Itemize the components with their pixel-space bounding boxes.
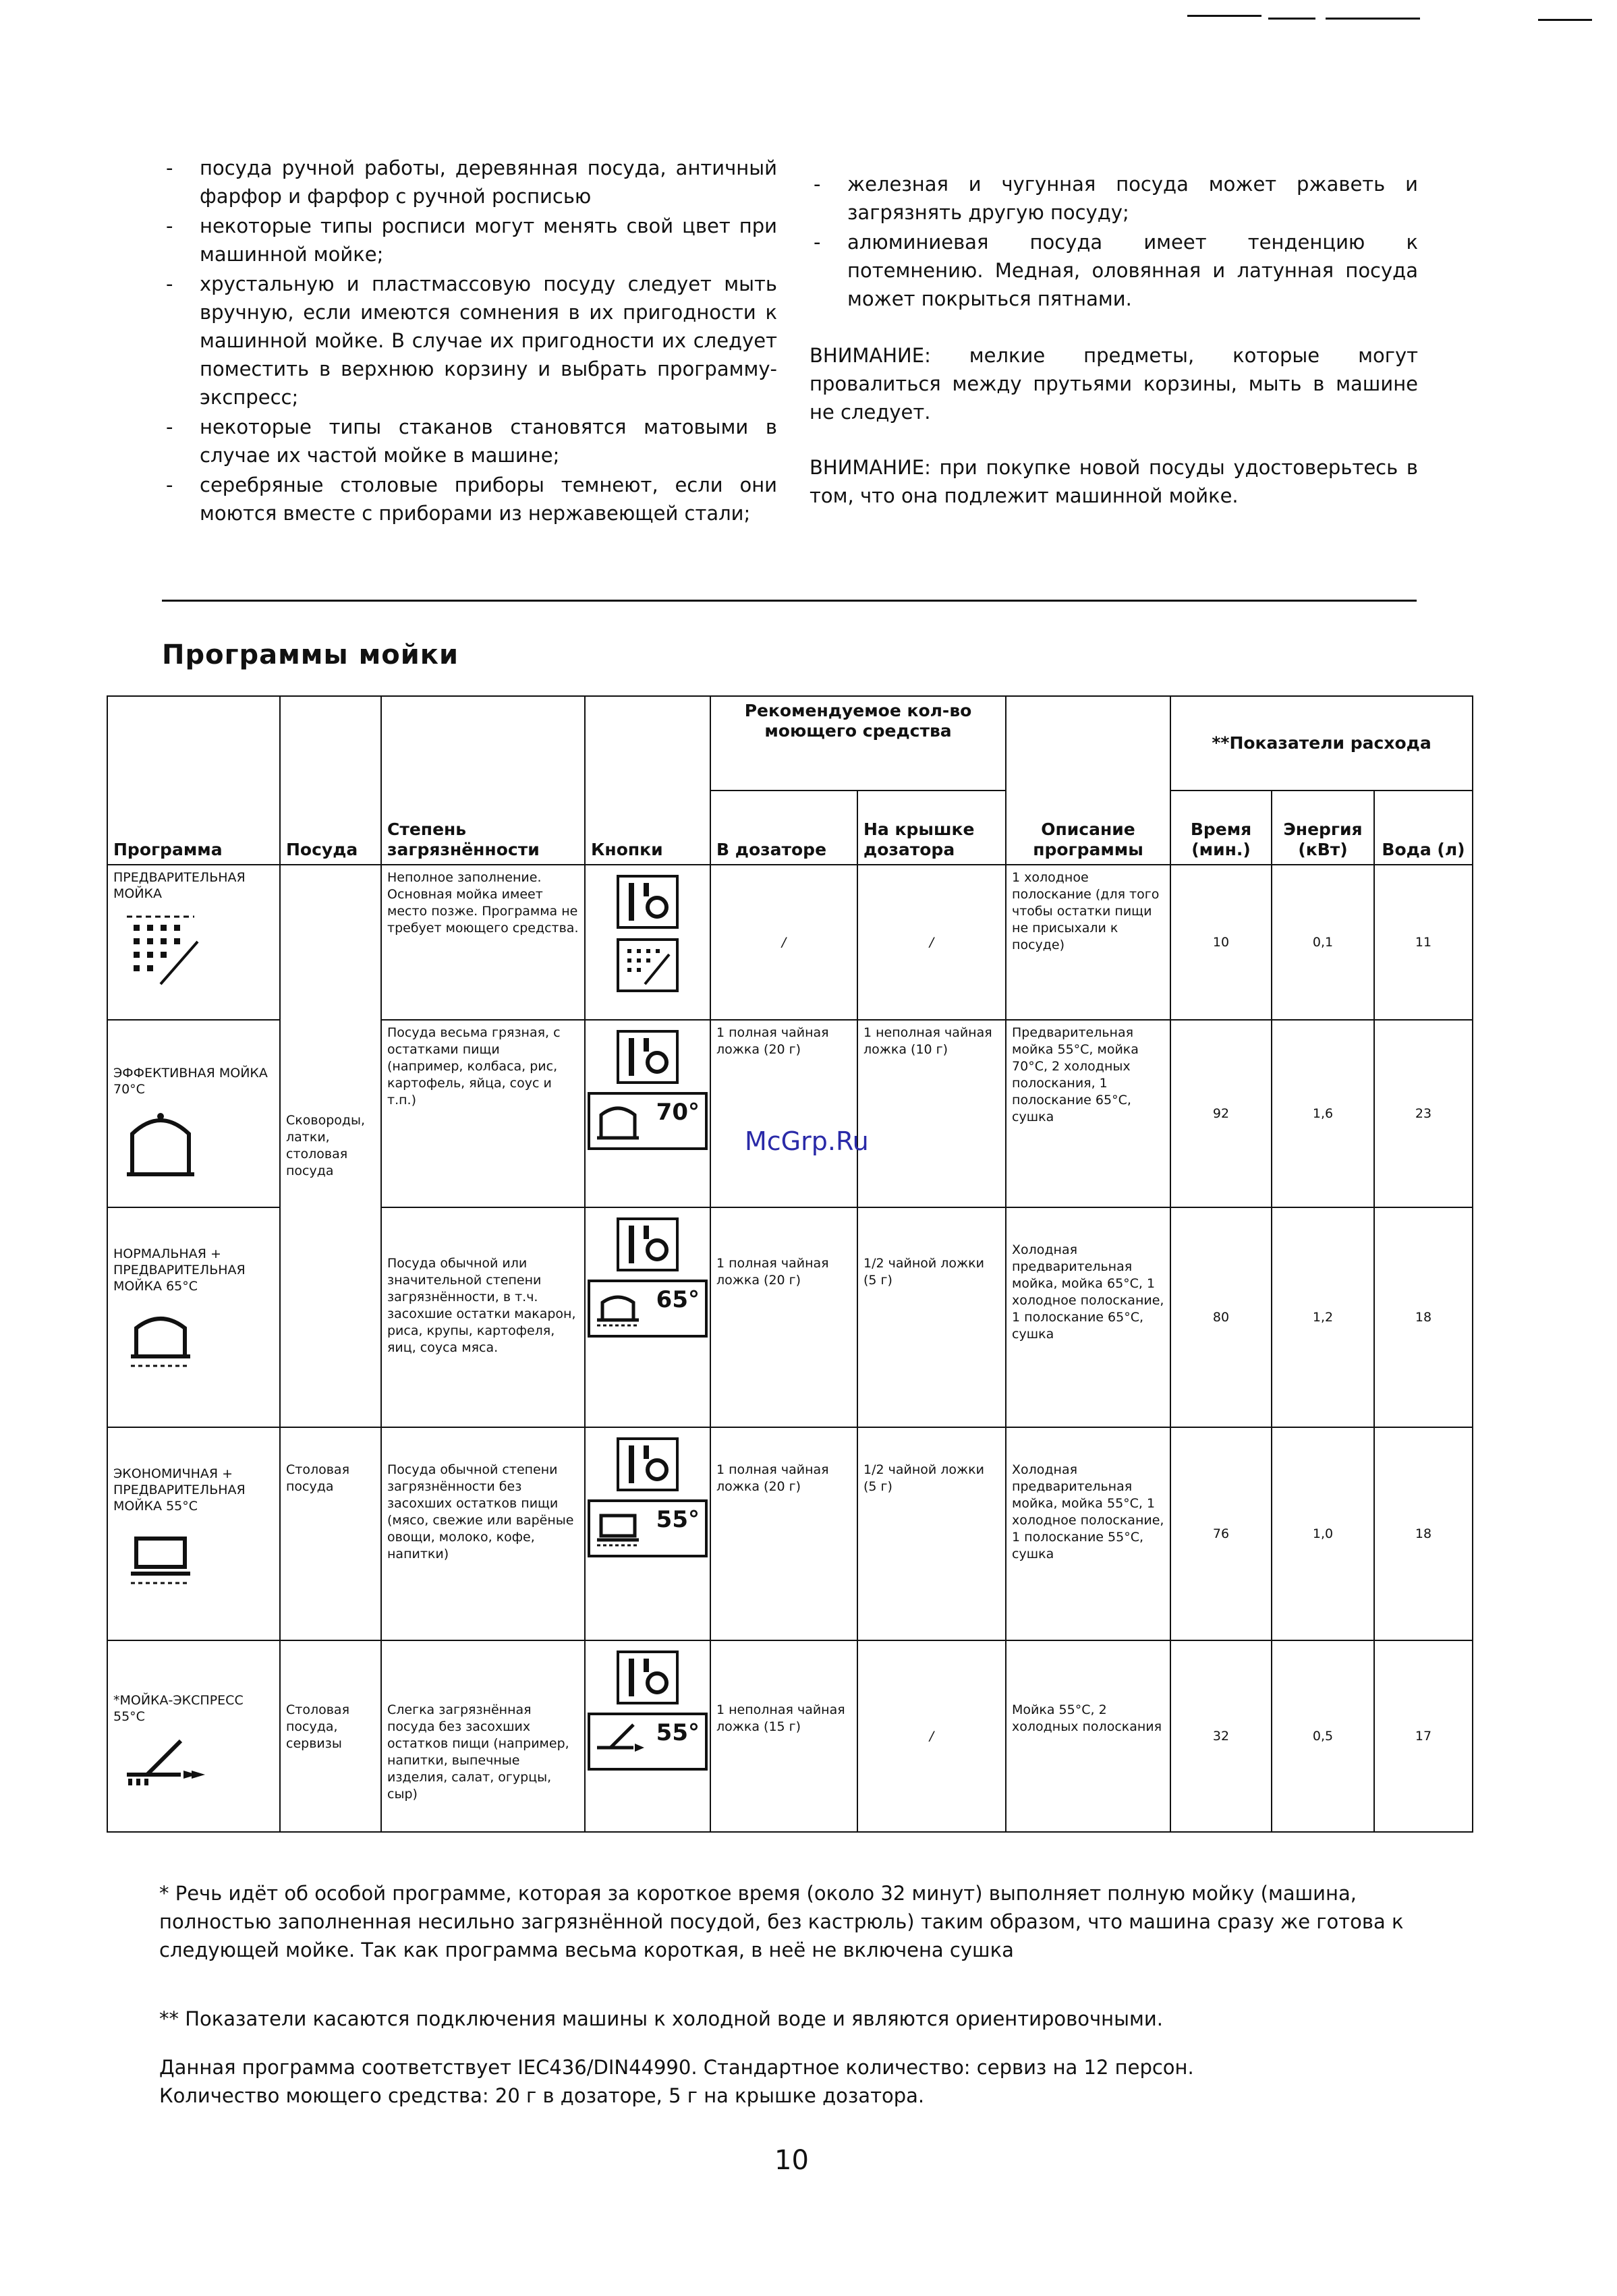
time-value: 76 xyxy=(1170,1427,1272,1640)
water-value: 11 xyxy=(1374,865,1473,1020)
description-cell: 1 холодное полоскание (для того чтобы остатки пищи не присыхали к посуде) xyxy=(1006,865,1170,1020)
temperature-label: 55° xyxy=(656,1719,700,1746)
buttons-cell xyxy=(591,1025,704,1150)
col-in-dispenser: В дозаторе xyxy=(710,791,857,865)
col-detergent-group: Рекомендуемое кол-во моющего средства xyxy=(710,696,1006,791)
lid-cell: 1/2 чайной ложки (5 г) xyxy=(857,1207,1006,1427)
list-item: - некоторые типы стаканов становятся матовыми в случае их частой мойке в машине; xyxy=(162,413,777,469)
watermark: McGrp.Ru xyxy=(745,1126,869,1156)
normal-wash-symbol-icon xyxy=(113,1304,208,1371)
dishes-cell: Столовая посуда xyxy=(280,1427,381,1640)
temperature-label: 65° xyxy=(656,1286,700,1313)
time-value: 32 xyxy=(1170,1640,1272,1832)
table-row xyxy=(107,1640,1473,1832)
standard-detergent: Количество моющего средства: 20 г в дозаторе, 5 г на крышке дозатора. xyxy=(159,2084,925,2107)
buttons-cell xyxy=(591,869,704,994)
economy-wash-symbol-icon xyxy=(113,1524,208,1591)
footnote-express: * Речь идёт об особой программе, которая за короткое время (около 32 минут) выполняет полную мойку (машина, полностью заполненная несильно загрязнённой посудой, без кастрюль) таким образом, что машина сразу же готова к следующей мойке. Так как программа весьма короткая, в неё не включена сушка xyxy=(159,1882,1404,1961)
right-bullet-list xyxy=(810,170,1418,313)
prewash-button-icon xyxy=(615,937,680,994)
time-value: 80 xyxy=(1170,1207,1272,1427)
soil-cell: Посуда обычной степени загрязнённости без засохших остатков пищи (мясо, свежие или варёные овощи, молоко, кофе, напитки) xyxy=(381,1427,585,1640)
footnote-consumption: ** Показатели касаются подключения машины к холодной воде и являются ориентировочными. xyxy=(159,2007,1163,2030)
temperature-button xyxy=(588,1092,708,1150)
dispenser-cell: 1 полная чайная ложка (20 г) xyxy=(710,1207,857,1427)
lid-cell: 1 неполная чайная ложка (10 г) xyxy=(857,1020,1006,1207)
program-name: НОРМАЛЬНАЯ + ПРЕДВАРИТЕЛЬНАЯ МОЙКА 65°С xyxy=(113,1246,246,1294)
section-title: Программы мойки xyxy=(162,639,459,670)
energy-value: 1,6 xyxy=(1272,1020,1374,1207)
col-consumption-group: **Показатели расхода xyxy=(1170,696,1473,791)
header-dash xyxy=(1268,18,1315,20)
header-dash xyxy=(1326,18,1420,20)
temperature-label: 55° xyxy=(656,1506,700,1533)
energy-value: 1,0 xyxy=(1272,1427,1374,1640)
col-dishes: Посуда xyxy=(280,696,381,865)
program-button-icon xyxy=(615,1649,680,1706)
wash-tub-icon xyxy=(594,1508,642,1548)
temperature-button xyxy=(588,1280,708,1338)
description-cell: Мойка 55°С, 2 холодных полоскания xyxy=(1006,1640,1170,1832)
description-cell: Холодная предварительная мойка, мойка 55°С, 1 холодное полоскание, 1 полоскание 55°С, сушка xyxy=(1006,1427,1170,1640)
prewash-symbol-icon xyxy=(113,911,208,992)
energy-value: 0,1 xyxy=(1272,865,1374,1020)
dispenser-cell: 1 полная чайная ложка (20 г) xyxy=(710,1020,857,1207)
temperature-button xyxy=(588,1713,708,1771)
program-name: ЭФФЕКТИВНАЯ МОЙКА 70°С xyxy=(113,1066,268,1097)
header-dash xyxy=(1538,19,1592,21)
warning-small-items: ВНИМАНИЕ: мелкие предметы, которые могут провалиться между прутьями корзины, мыть в машине не следует. xyxy=(810,344,1418,424)
buttons-cell xyxy=(591,1432,704,1557)
description-cell: Предварительная мойка 55°С, мойка 70°С, 2 холодных полоскания, 1 полоскание 65°С, сушка xyxy=(1006,1020,1170,1207)
table-row xyxy=(107,1427,1473,1640)
buttons-cell xyxy=(591,1645,704,1771)
program-name: ПРЕДВАРИТЕЛЬНАЯ МОЙКА xyxy=(113,870,246,901)
section-divider xyxy=(162,600,1417,602)
warning-new-dishes: ВНИМАНИЕ: при покупке новой посуды удостоверьтесь в том, что она подлежит машинной мойке. xyxy=(810,456,1418,507)
lid-cell: 1/2 чайной ложки (5 г) xyxy=(857,1427,1006,1640)
list-item: - некоторые типы росписи могут менять свой цвет при машинной мойке; xyxy=(162,212,777,268)
soil-cell: Посуда обычной или значительной степени загрязнённости, в т.ч. засохшие остатки макарон, риса, крупы, картофеля, яиц, соуса мяса. xyxy=(381,1207,585,1427)
express-icon xyxy=(593,1721,647,1761)
soil-cell: Неполное заполнение. Основная мойка имеет место позже. Программа не требует моющего средства. xyxy=(381,865,585,1020)
right-column xyxy=(810,170,1418,510)
energy-value: 0,5 xyxy=(1272,1640,1374,1832)
list-item: - железная и чугунная посуда может ржаветь и загрязнять другую посуду; xyxy=(810,170,1418,227)
buttons-cell xyxy=(591,1212,704,1338)
list-item: - алюминиевая посуда имеет тенденцию к потемнению. Медная, оловянная и латунная посуда может покрыться пятнами. xyxy=(810,228,1418,313)
temperature-button xyxy=(588,1499,708,1557)
program-button-icon xyxy=(615,1029,680,1085)
page-number: 10 xyxy=(774,2145,809,2176)
soil-cell: Слегка загрязнённая посуда без засохших остатков пищи (например, напитки, выпечные изделия, салат, огурцы, сыр) xyxy=(381,1640,585,1832)
col-water: Вода (л) xyxy=(1374,791,1473,865)
dispenser-cell: 1 неполная чайная ложка (15 г) xyxy=(710,1640,857,1832)
col-on-lid: На крышке дозатора xyxy=(857,791,1006,865)
program-name: ЭКОНОМИЧНАЯ + ПРЕДВАРИТЕЛЬНАЯ МОЙКА 55°С xyxy=(113,1466,246,1514)
list-item: - серебряные столовые приборы темнеют, если они моются вместе с приборами из нержавеющей стали; xyxy=(162,471,777,527)
col-description: Описание программы xyxy=(1006,696,1170,865)
soil-cell: Посуда весьма грязная, с остатками пищи (например, колбаса, рис, картофель, яйца, соус и т.п.) xyxy=(381,1020,585,1207)
list-item: - хрустальную и пластмассовую посуду следует мыть вручную, если имеются сомнения в их пригодности к машинной мойке. В случае их пригодности их следует поместить в верхнюю корзину и выбрать программу-экспресс; xyxy=(162,270,777,411)
lid-cell: / xyxy=(857,865,1006,1020)
program-name: *МОЙКА-ЭКСПРЕСС 55°С xyxy=(113,1693,244,1724)
programs-table xyxy=(107,695,1473,1833)
col-energy: Энергия (кВт) xyxy=(1272,791,1374,865)
col-soil: Степень загрязнённости xyxy=(381,696,585,865)
dispenser-cell: / xyxy=(710,865,857,1020)
intensive-wash-symbol-icon xyxy=(113,1107,208,1181)
time-value: 10 xyxy=(1170,865,1272,1020)
col-time: Время (мин.) xyxy=(1170,791,1272,865)
express-wash-symbol-icon xyxy=(113,1734,208,1788)
dispenser-cell: 1 полная чайная ложка (20 г) xyxy=(710,1427,857,1640)
list-item: - посуда ручной работы, деревянная посуда, античный фарфор и фарфор с ручной росписью xyxy=(162,154,777,210)
temperature-label: 70° xyxy=(656,1099,700,1126)
dishes-merged-cell: Сковороды, латки, столовая посуда xyxy=(280,865,381,1427)
water-value: 23 xyxy=(1374,1020,1473,1207)
left-bullet-list xyxy=(162,154,777,529)
water-value: 18 xyxy=(1374,1207,1473,1427)
time-value: 92 xyxy=(1170,1020,1272,1207)
program-button-icon xyxy=(615,1216,680,1273)
wash-tub-icon xyxy=(594,1100,642,1141)
description-cell: Холодная предварительная мойка, мойка 65°С, 1 холодное полоскание, 1 полоскание 65°С, сушка xyxy=(1006,1207,1170,1427)
energy-value: 1,2 xyxy=(1272,1207,1374,1427)
program-button-icon xyxy=(615,873,680,930)
standard-compliance: Данная программа соответствует IEC436/DIN44990. Стандартное количество: сервиз на 12 персон. xyxy=(159,2056,1194,2079)
water-value: 18 xyxy=(1374,1427,1473,1640)
col-buttons: Кнопки xyxy=(585,696,710,865)
table-row xyxy=(107,865,1473,1020)
col-program: Программа xyxy=(107,696,280,865)
dishes-cell: Столовая посуда, сервизы xyxy=(280,1640,381,1832)
water-value: 17 xyxy=(1374,1640,1473,1832)
wash-tub-icon xyxy=(594,1288,642,1328)
header-dash xyxy=(1187,15,1261,17)
program-button-icon xyxy=(615,1436,680,1493)
lid-cell: / xyxy=(857,1640,1006,1832)
